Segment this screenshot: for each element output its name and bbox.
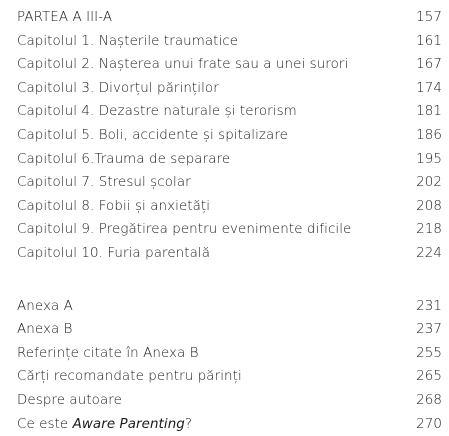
entry-page: 270 bbox=[416, 413, 442, 436]
entry-title-prefix: Ce este bbox=[17, 417, 73, 432]
entry-title: Cărți recomandate pentru părinți bbox=[17, 365, 242, 389]
toc-entry-chapter-5 bbox=[17, 124, 442, 148]
entry-title: Capitolul 2. Nașterea unui frate sau a unei surori bbox=[17, 53, 348, 77]
entry-title: Referințe citate în Anexa B bbox=[17, 342, 199, 366]
entry-page: 231 bbox=[416, 295, 442, 319]
toc-entry-chapter-1 bbox=[17, 30, 442, 54]
entry-title: Despre autoare bbox=[17, 389, 122, 413]
toc-entry-aware-parenting bbox=[17, 413, 442, 436]
entry-page: 237 bbox=[416, 318, 442, 342]
toc-entry-chapter-3 bbox=[17, 77, 442, 101]
entry-title: Capitolul 3. Divorțul părinților bbox=[17, 77, 219, 101]
toc-entry-recommended-books bbox=[17, 365, 442, 389]
entry-page: 268 bbox=[416, 389, 442, 413]
toc-entry-appendix-a bbox=[17, 295, 442, 319]
entry-page: 174 bbox=[416, 77, 442, 101]
entry-page: 224 bbox=[416, 242, 442, 266]
entry-page: 208 bbox=[416, 195, 442, 219]
entry-title: Capitolul 8. Fobii și anxietăți bbox=[17, 195, 210, 219]
toc-entry-chapter-4 bbox=[17, 100, 442, 124]
entry-title-italic: Aware Parenting bbox=[73, 417, 185, 432]
entry-page: 186 bbox=[416, 124, 442, 148]
entry-title: Capitolul 9. Pregătirea pentru evenimente dificile bbox=[17, 218, 351, 242]
toc-entry-chapter-9 bbox=[17, 218, 442, 242]
entry-title-suffix: ? bbox=[185, 417, 192, 432]
entry-page: 218 bbox=[416, 218, 442, 242]
entry-page: 181 bbox=[416, 100, 442, 124]
toc-entry-chapter-8 bbox=[17, 195, 442, 219]
table-of-contents bbox=[17, 6, 442, 436]
section-spacer bbox=[17, 266, 442, 295]
entry-page: 195 bbox=[416, 148, 442, 172]
entry-title: Capitolul 10. Furia parentală bbox=[17, 242, 210, 266]
entry-title: Anexa A bbox=[17, 295, 73, 319]
part-page: 157 bbox=[416, 6, 442, 30]
toc-entry-references bbox=[17, 342, 442, 366]
part-title: PARTEA A III-A bbox=[17, 6, 112, 30]
toc-entry-appendix-b bbox=[17, 318, 442, 342]
toc-entry-about-author bbox=[17, 389, 442, 413]
entry-title: Capitolul 7. Stresul școlar bbox=[17, 171, 191, 195]
entry-title: Capitolul 4. Dezastre naturale și terorism bbox=[17, 100, 297, 124]
entry-page: 255 bbox=[416, 342, 442, 366]
entry-page: 161 bbox=[416, 30, 442, 54]
toc-entry-chapter-10 bbox=[17, 242, 442, 266]
toc-entry-chapter-6 bbox=[17, 148, 442, 172]
entry-title: Capitolul 1. Nașterile traumatice bbox=[17, 30, 238, 54]
entry-page: 265 bbox=[416, 365, 442, 389]
entry-title: Capitolul 5. Boli, accidente și spitalizare bbox=[17, 124, 288, 148]
entry-title: Capitolul 6.Trauma de separare bbox=[17, 148, 230, 172]
entry-title bbox=[17, 413, 192, 436]
toc-entry-chapter-2 bbox=[17, 53, 442, 77]
entry-title: Anexa B bbox=[17, 318, 73, 342]
part-heading bbox=[17, 6, 442, 30]
entry-page: 202 bbox=[416, 171, 442, 195]
toc-entry-chapter-7 bbox=[17, 171, 442, 195]
entry-page: 167 bbox=[416, 53, 442, 77]
